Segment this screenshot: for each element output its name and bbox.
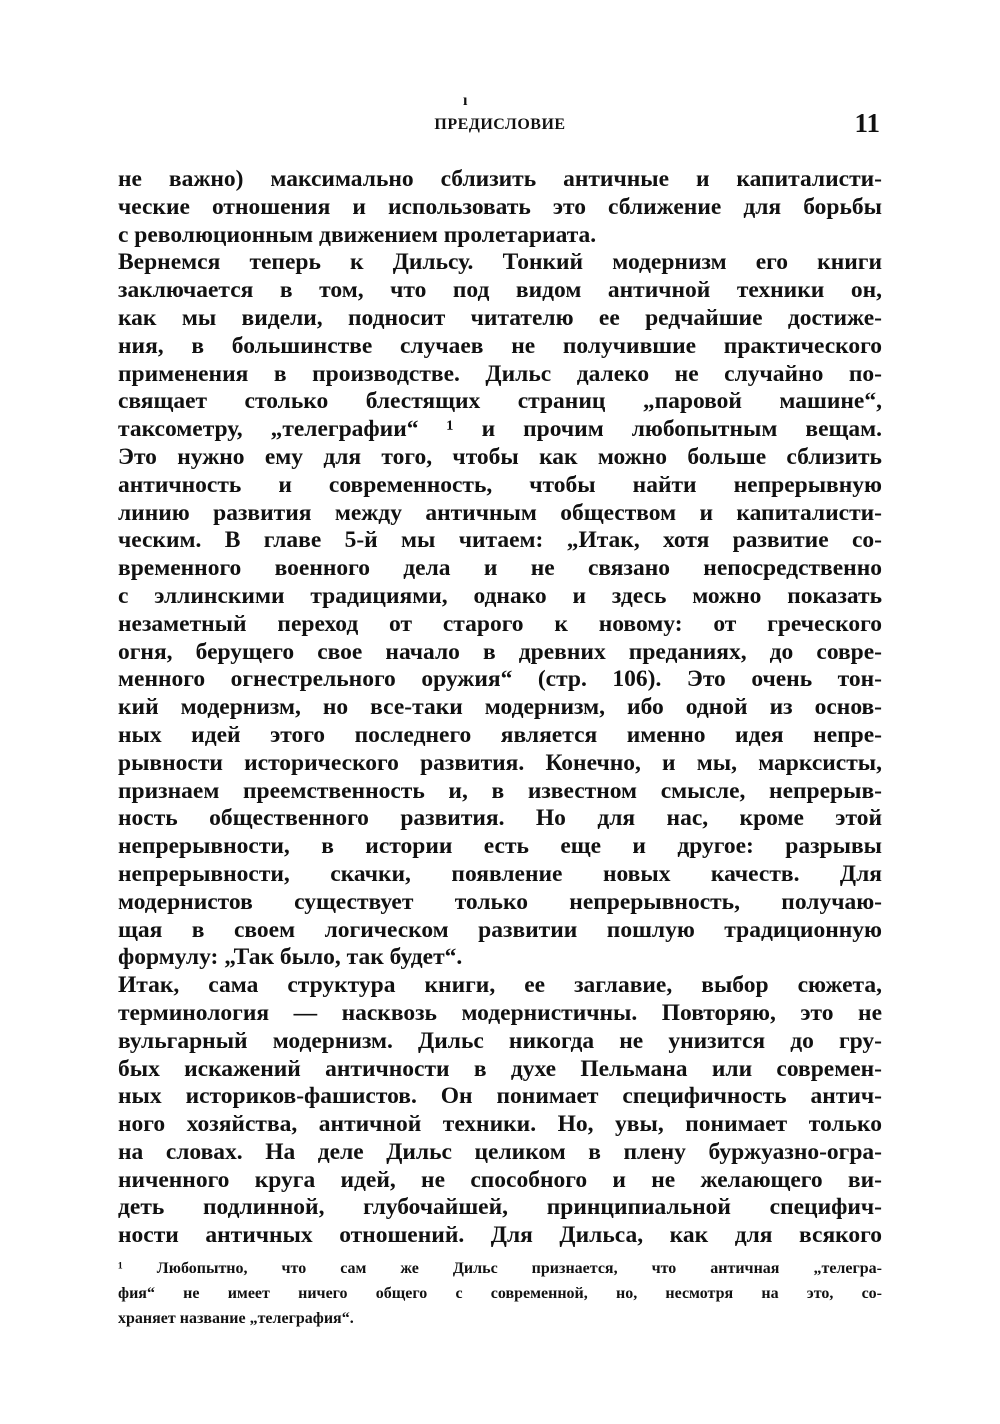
- text-line: ческие отношения и использовать это сближение для борьбы: [118, 193, 882, 220]
- text-line: Итак, сама структура книги, ее заглавие, выбор сюжета,: [118, 972, 882, 999]
- text-line: с эллинскими традициями, однако и здесь можно показать: [118, 582, 882, 609]
- text-line: формулу: „Так было, так будет“.: [118, 944, 463, 971]
- text-line: огня, берущего свое начало в древних преданиях, до совре-: [118, 638, 882, 665]
- text-line: щая в своем логическом развитии пошлую традиционную: [118, 916, 882, 943]
- text-line: на словах. На деле Дильс целиком в плену буржуазно-огра-: [118, 1138, 882, 1165]
- text-line: ниченного круга идей, не способного и не желающего ви-: [118, 1166, 882, 1193]
- text-line: деть подлинной, глубочайшей, принципиальной специфич-: [118, 1194, 882, 1221]
- running-title: ПРЕДИСЛОВИЕ: [434, 116, 566, 133]
- text-line: ния, в большинстве случаев не получившие практического: [118, 332, 882, 359]
- text-line: признаем преемственность и, в известном смысле, непрерыв-: [118, 777, 882, 804]
- text-line: ных историков-фашистов. Он понимает специфичность антич-: [118, 1083, 882, 1110]
- text-line: как мы видели, подносит читателю ее редчайшие достиже-: [118, 304, 882, 331]
- text-line: непрерывности, скачки, появление новых качеств. Для: [118, 860, 882, 887]
- text-line: Вернемся теперь к Дильсу. Тонкий модернизм его книги: [118, 249, 882, 276]
- text-line: модернистов существует только непрерывность, получаю-: [118, 888, 882, 915]
- footnotes: [118, 1260, 882, 1335]
- text-line: не важно) максимально сблизить античные и капиталисти-: [118, 166, 882, 192]
- text-line: заключается в том, что под видом античной техники он,: [118, 277, 882, 304]
- text-line: свящает столько блестящих страниц „паровой машине“,: [118, 388, 882, 415]
- scan-mark: ı: [463, 92, 468, 109]
- text-line: рывности исторического развития. Конечно, и мы, марксисты,: [118, 749, 882, 776]
- text-line: с революционным движением пролетариата.: [118, 221, 597, 248]
- text-line: временного военного дела и не связано непосредственно: [118, 555, 882, 582]
- text-line: ных идей этого последнего является именно идея непре-: [118, 721, 882, 748]
- footnote-line: фия“ не имеет ничего общего с современной, но, несмотря на это, со-: [118, 1285, 882, 1302]
- text-line: ческим. В главе 5-й мы читаем: „Итак, хотя развитие со-: [118, 527, 882, 554]
- text-line: ность общественного развития. Но для нас, кроме этой: [118, 805, 882, 832]
- text-line: линию развития между античным обществом и капиталисти-: [118, 499, 882, 526]
- text-line: таксометру, „телеграфии“ ¹ и прочим любопытным вещам.: [118, 416, 882, 443]
- text-line: Это нужно ему для того, чтобы как можно больше сблизить: [118, 443, 882, 470]
- text-line: вульгарный модернизм. Дильс никогда не унизится до гру-: [118, 1027, 882, 1054]
- footnote-line: храняет название „телеграфия“.: [118, 1310, 354, 1327]
- text-line: применения в производстве. Дильс далеко не случайно по-: [118, 360, 882, 387]
- footnote-line: ¹ Любопытно, что сам же Дильс признается, что античная „телегра-: [118, 1260, 882, 1277]
- text-line: кий модернизм, но все-таки модернизм, ибо одной из основ-: [118, 694, 882, 721]
- page-number: 11: [854, 108, 880, 138]
- text-line: терминология — насквозь модернистичны. Повторяю, это не: [118, 999, 882, 1026]
- text-line: незаметный переход от старого к новому: от греческого: [118, 610, 882, 637]
- body-text: [118, 166, 882, 1250]
- text-line: античность и современность, чтобы найти непрерывную: [118, 471, 882, 498]
- text-line: бых искажений античности в духе Пельмана или современ-: [118, 1055, 882, 1082]
- text-line: ности античных отношений. Для Дильса, как для всякого: [118, 1222, 882, 1249]
- text-line: менного огнестрельного оружия“ (стр. 106). Это очень тон-: [118, 666, 882, 693]
- text-line: непрерывности, в истории есть еще и другое: разрывы: [118, 833, 882, 860]
- text-line: ного хозяйства, античной техники. Но, увы, понимает только: [118, 1111, 882, 1138]
